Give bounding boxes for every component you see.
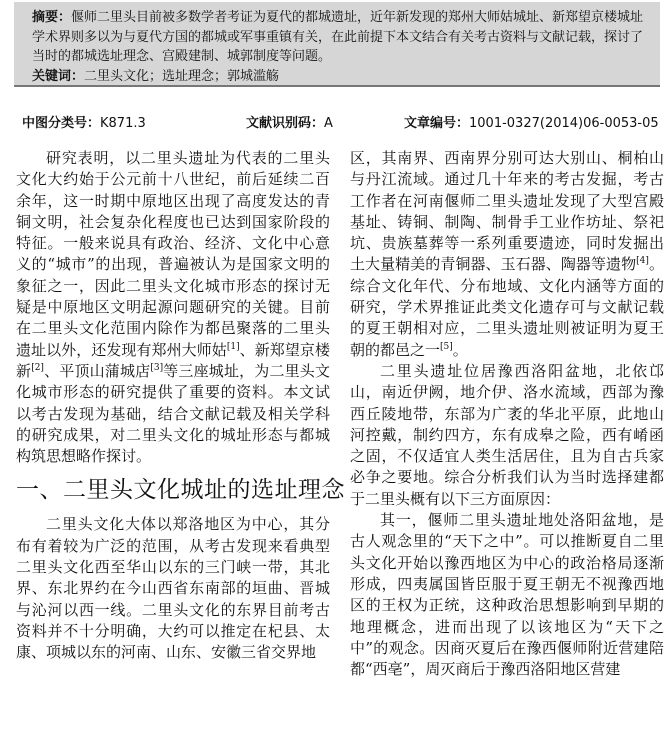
left-column bbox=[16, 148, 345, 664]
reference-5[interactable]: [5] bbox=[440, 341, 453, 352]
reason-one-paragraph: 其一，偃师二里头遗址地处洛阳盆地，是古人观念里的“天下之中”。可以推断夏自二里头文化开始以豫西地区为中心的政治格局逐渐形成，四夷属国皆臣服于夏王朝无不视豫西地区的王权为正统，这种政治思想影响到早期的地理概念，进而出现了以该地区为“天下之中”的观念。因商灭夏后在豫西偃师附近营建陪都“西亳”，周灭商后于豫西洛阳地区营建 bbox=[350, 511, 664, 679]
article-no-value: 1001-0327(2014)06-0053-05 bbox=[469, 116, 659, 131]
keywords-label: 关键词： bbox=[32, 68, 85, 84]
clc-number bbox=[22, 112, 146, 131]
reference-1[interactable]: [1] bbox=[226, 341, 240, 352]
article-meta bbox=[0, 112, 672, 134]
reference-4[interactable]: [4] bbox=[636, 256, 649, 267]
doc-code-value: A bbox=[324, 116, 333, 131]
right-column bbox=[350, 148, 664, 680]
section-heading: 一、二里头文化城址的选址理念 bbox=[16, 477, 345, 504]
location-paragraph: 二里头遗址位居豫西洛阳盆地，北依邙山，南近伊阙，地介伊、洛水流域，西部为豫西丘陵地带，东部为广袤的华北平原，此地山河控戴，制约四方，东有成皋之险，西有崤函之固，不仅适宜人类生活居住，且为自古兵家必争之要地。综合分析我们认为当时选择建都于二里头概有以下三方面原因： bbox=[350, 361, 664, 508]
clc-label: 中图分类号： bbox=[22, 116, 101, 131]
text-run: 、新郑望京楼新 bbox=[16, 340, 330, 380]
text-run: 。 bbox=[452, 340, 468, 359]
intro-paragraph bbox=[16, 148, 330, 467]
abstract-label: 摘要： bbox=[32, 10, 72, 25]
text-run: 等三座城址，为二里头文化城市形态的研究提供了重要的资料。本文试以考古发现为基础，结合文献记载及相关学科的研究成果，对二里头文化的城址形态与都城构筑思想略作探讨。 bbox=[16, 361, 330, 466]
abstract-text: 偃师二里头目前被多数学者考证为夏代的都城遗址，近年新发现的郑州大师姑城址、新郑望京楼城址学术界则多以为与夏代方国的都城或军事重镇有关，在此前提下本文结合有关考古资料与文献记载，探讨了当时的都城选址理念、宫殿建制、城郭制度等问题。 bbox=[32, 10, 644, 64]
clc-value: K871.3 bbox=[100, 116, 146, 131]
section1-paragraph: 二里头文化大体以郑洛地区为中心，其分布有着较为广泛的范围，从考古发现来看典型二里头文化西至华山以东的三门峡一带，其北界、东北界约在今山西省东南部的垣曲、晋城与沁河以西一线。二里头文化的东界目前考古资料并不十分明确，大约可以推定在杞县、太康、项城以东的河南、山东、安徽三省交界地 bbox=[16, 515, 330, 662]
doc-code-label: 文献识别码： bbox=[246, 116, 325, 131]
text-run: 研究表明，以二里头遗址为代表的二里头文化大约始于公元前十八世纪，前后延续二百余年，这一时期中原地区出现了高度发达的青铜文明，社会复杂化程度也已达到国家阶段的特征。一般来说具有政治、经济、文化中心意义的“城市”的出现，普遍被认为是国家文明的象征之一，因此二里头文化城市形态的探讨无疑是中原地区文明起源问题研究的关键。目前在二里头文化范围内除作为都邑聚落的二里头遗址以外，还发现有郑州大师姑 bbox=[16, 149, 330, 359]
reference-3[interactable]: [3] bbox=[150, 362, 164, 373]
abstract bbox=[32, 8, 650, 67]
article-number bbox=[404, 112, 659, 131]
continued-paragraph bbox=[350, 148, 664, 361]
reference-2[interactable]: [2] bbox=[31, 362, 44, 373]
abstract-box bbox=[14, 2, 660, 87]
document-code bbox=[246, 112, 333, 131]
keywords bbox=[32, 67, 650, 87]
keywords-text: 二里头文化；选址理念；郭城滥觞 bbox=[84, 68, 280, 84]
article-no-label: 文章编号： bbox=[404, 116, 470, 131]
text-run: 。综合文化年代、分布地域、文化内涵等方面的研究，学术界推证此类文化遗存可与文献记载的夏王朝相对应，二里头遗址则被证明为夏王朝的都邑之一 bbox=[350, 255, 664, 359]
text-run: 、平顶山蒲城店 bbox=[43, 361, 151, 380]
text-run: 区，其南界、西南界分别可达大别山、桐柏山与丹江流域。通过几十年来的考古发掘，考古工作者在河南偃师二里头遗址发现了大型宫殿基址、铸铜、制陶、制骨手工业作坊址、祭祀坑、贵族墓葬等一系列重要遗迹，同时发掘出土大量精美的青铜器、玉石器、陶器等遗物 bbox=[350, 149, 664, 274]
